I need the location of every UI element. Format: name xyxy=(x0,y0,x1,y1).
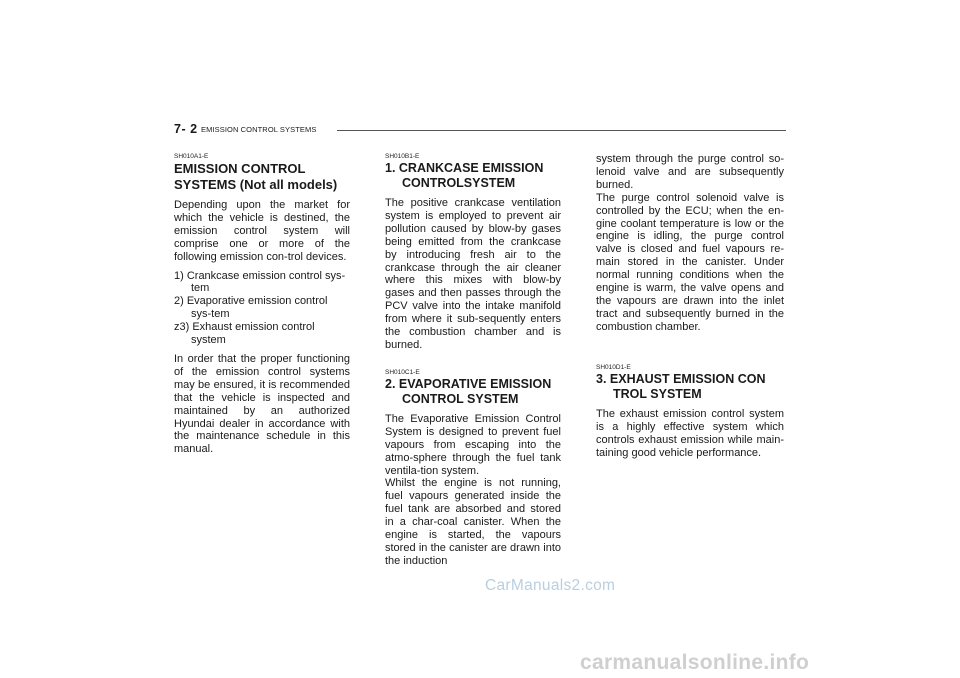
list-item: 1) Crankcase emission control sys-tem xyxy=(174,269,346,295)
section-code: SH010B1-E xyxy=(385,153,420,160)
section-code: SH010A1-E xyxy=(174,153,209,160)
evaporative-paragraph: The Evaporative Emission Control System is designed to prevent fuel vapours from escaping into the atmo-sphere through the fuel tank ventila-tion system. xyxy=(385,412,561,477)
continued-paragraph: system through the purge control so-lenoid valve and are subsequently burned. xyxy=(596,153,784,191)
column-3 xyxy=(596,153,784,340)
purge-paragraph: The purge control solenoid valve is controlled by the ECU; when the en-gine coolant temperature is low or the engine is idling, the purge control valve is closed and fuel vapours re-main stored in the canister. Under normal running conditions when the engine is warm, the valve opens and the vapours are drawn into the inlet tract and subsequently burned in the combustion chamber. xyxy=(596,191,784,333)
watermark-footer: carmanualsonline.info xyxy=(580,651,810,674)
page-header xyxy=(174,124,786,138)
header-rule xyxy=(337,130,786,131)
watermark-logo: CarManuals2.com xyxy=(485,577,616,594)
column-1 xyxy=(174,153,350,462)
column-3-exhaust xyxy=(596,364,784,466)
section-title: EMISSION CONTROL SYSTEMS (Not all models) xyxy=(174,161,338,192)
list-item: z3) Exhaust emission control system xyxy=(174,321,315,347)
page-number: 7- 2 xyxy=(174,122,198,136)
device-list xyxy=(174,270,350,347)
column-2 xyxy=(385,153,561,574)
crankcase-paragraph: The positive crankcase ventilation system is employed to prevent air pollution caused by blow-by gases being emitted from the crankcase by introducing fresh air to the crankcase through the air cleaner where this mixes with blow-by gases and then passes through the PCV valve into the intake manifold from where it sub-sequently enters the combustion chamber and is burned. xyxy=(385,197,561,351)
section-code: SH010D1-E xyxy=(596,364,631,371)
closing-paragraph: In order that the proper functioning of the emission control systems may be ensured, it is recommended that the vehicle is inspected and maintained by an authorized Hyundai dealer in accordance with the maintenance schedule in this manual. xyxy=(174,352,350,456)
section-code: SH010C1-E xyxy=(385,368,420,376)
section-name: EMISSION CONTROL SYSTEMS xyxy=(201,125,317,134)
exhaust-paragraph: The exhaust emission control system is a highly effective system which controls exhaust emission while main-taining good vehicle performance. xyxy=(596,408,784,459)
section-heading-crankcase: 1. CRANKCASE EMISSION CONTROLSYSTEM xyxy=(385,161,544,190)
section-heading-evaporative: 2. EVAPORATIVE EMISSION CONTROL SYSTEM xyxy=(385,376,552,406)
evaporative-paragraph-2: Whilst the engine is not running, fuel vapours generated inside the fuel tank are absorbed and stored in a char-coal canister. When the engine is started, the vapours stored in the canister are drawn into the induction xyxy=(385,477,561,567)
intro-paragraph: Depending upon the market for which the vehicle is destined, the emission control system will comprise one or more of the following emission con-trol devices. xyxy=(174,199,350,263)
list-item: 2) Evaporative emission control sys-tem xyxy=(174,295,328,321)
section-heading-exhaust: 3. EXHAUST EMISSION CON TROL SYSTEM xyxy=(596,372,766,401)
